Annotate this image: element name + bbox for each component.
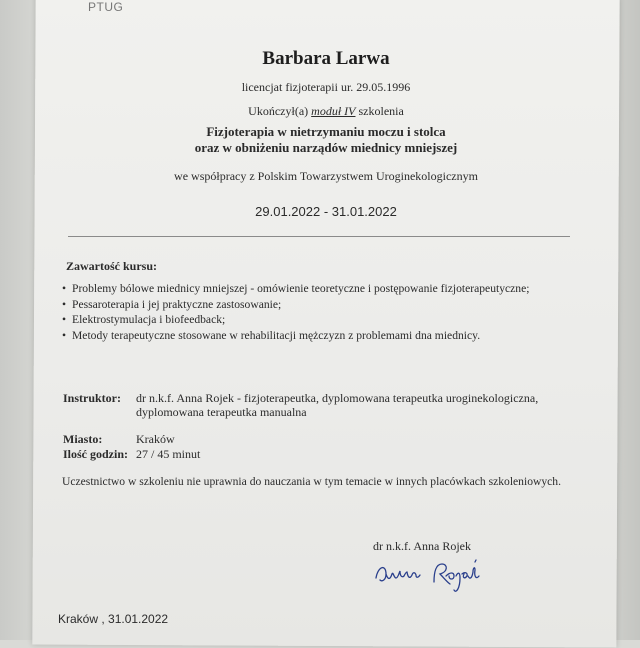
city-label: Miasto: xyxy=(63,432,103,446)
list-item xyxy=(62,281,529,297)
bullet-icon: • xyxy=(62,297,67,311)
list-item-text: Pessaroterapia i jej praktyczne zastosowanie; xyxy=(72,297,282,311)
instructor-line-2: dyplomowana terapeutka manualna xyxy=(136,405,307,419)
notice-text: Uczestnictwo w szkoleniu nie uprawnia do nauczania w tym temacie w innych placówkach szkoleniowych. xyxy=(62,475,562,488)
hours-value: 27 / 45 minut xyxy=(136,447,201,461)
instructor-label: Instruktor: xyxy=(63,391,122,405)
list-item-text: Elektrostymulacja i biofeedback; xyxy=(72,313,226,326)
course-title-line-2: oraz w obniżeniu narządów miednicy mniejszej xyxy=(194,140,458,155)
list-item-text: Problemy bólowe miednicy mniejszej - omówienie teoretyczne i postępowanie fizjoterapeutyczne; xyxy=(72,282,530,295)
module-label: moduł IV xyxy=(311,104,356,118)
course-title-line-1: Fizjoterapia w nietrzymaniu moczu i stolca xyxy=(206,124,446,139)
list-item-text: Metody terapeutyczne stosowane w rehabilitacji mężczyzn z problemami dna miednicy. xyxy=(72,328,481,342)
list-item xyxy=(62,328,529,344)
handwritten-signature xyxy=(372,556,484,596)
bullet-icon: • xyxy=(62,282,67,295)
list-item xyxy=(62,312,529,328)
completed-prefix: Ukończył(a) xyxy=(248,104,312,118)
place-and-date: Kraków , 31.01.2022 xyxy=(58,612,169,626)
contents-title: Zawartość kursu: xyxy=(66,259,158,273)
completed-line xyxy=(34,104,618,119)
course-dates: 29.01.2022 - 31.01.2022 xyxy=(255,204,397,219)
ptug-logo-text: PTUG xyxy=(88,0,124,14)
signer-name: dr n.k.f. Anna Rojek xyxy=(373,539,471,553)
instructor-line-1: dr n.k.f. Anna Rojek - fizjoterapeutka, dyplomowana terapeutka uroginekologiczna, xyxy=(136,391,539,405)
bullet-icon: • xyxy=(62,313,67,326)
completed-suffix: szkolenia xyxy=(355,104,404,118)
cooperation-line: we współpracy z Polskim Towarzystwem Uroginekologicznym xyxy=(174,169,478,183)
divider-line xyxy=(68,236,570,237)
license-line: licencjat fizjoterapii ur. 29.05.1996 xyxy=(241,80,411,94)
city-value: Kraków xyxy=(136,432,175,446)
list-item xyxy=(62,297,529,313)
hours-label: Ilość godzin: xyxy=(63,447,129,461)
bullet-icon: • xyxy=(62,328,67,342)
contents-list xyxy=(62,281,529,343)
participant-name: Barbara Larwa xyxy=(262,48,390,69)
